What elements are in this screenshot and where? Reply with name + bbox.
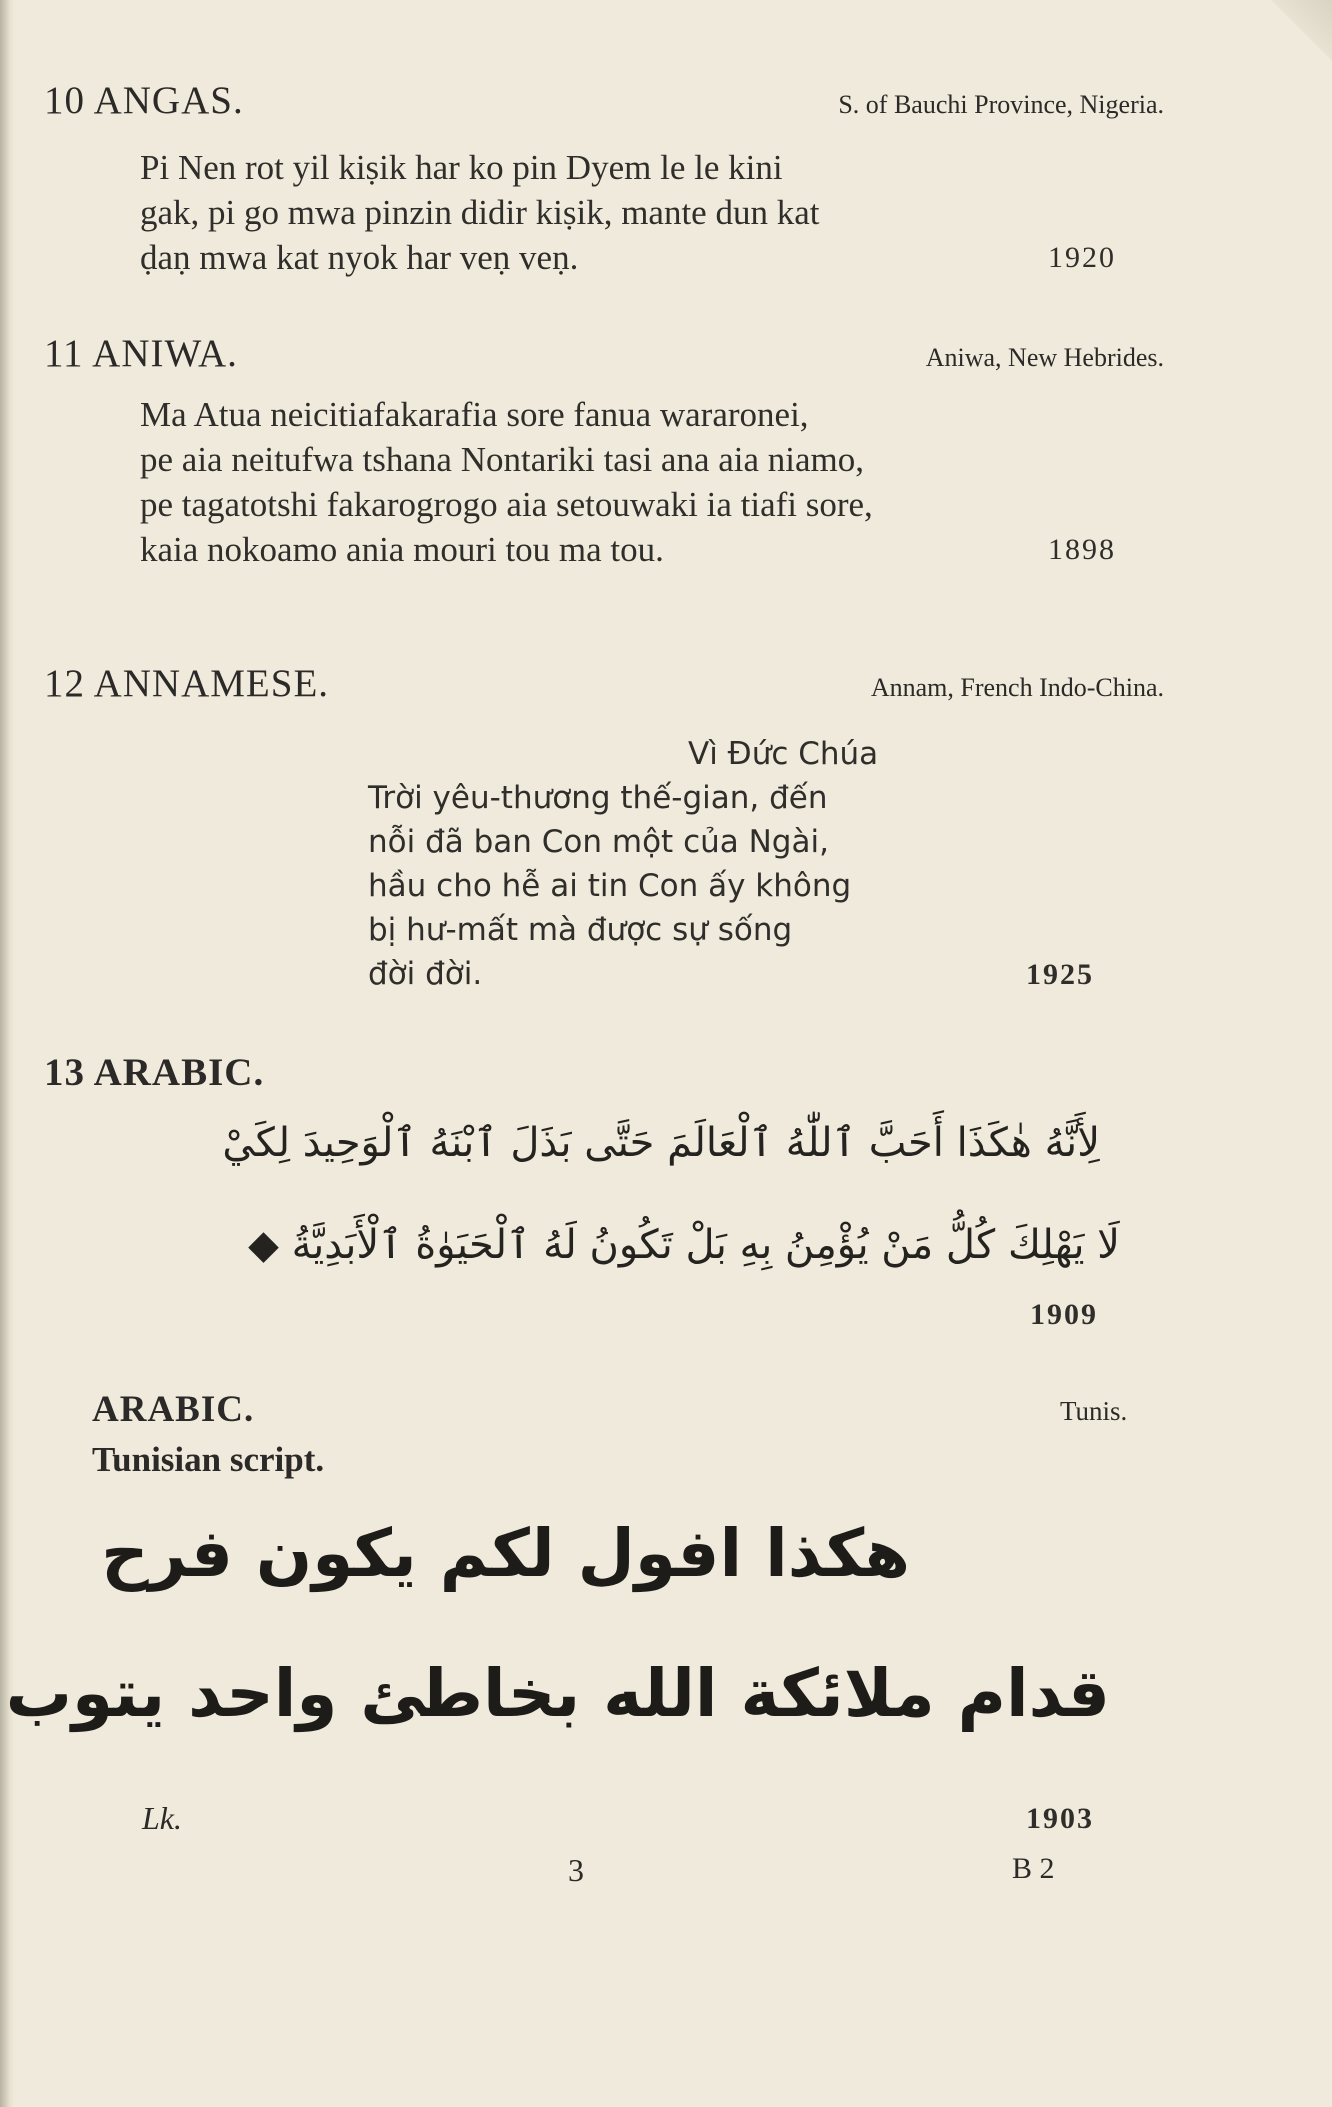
text-line: bị hư-mất mà được sự sống — [368, 912, 793, 948]
entry-region: Annam, French Indo-China. — [870, 673, 1164, 702]
entry-year: 1920 — [1048, 241, 1116, 274]
entry-year: 1925 — [1026, 958, 1094, 991]
page-corner-fold — [1272, 0, 1332, 90]
tunisian-script-line: هكذا افول لكم يكون فرح — [101, 1515, 910, 1592]
text-line: Trời yêu-thương thế-gian, đến — [368, 780, 828, 816]
text-line: hầu cho hễ ai tin Con ấy không — [368, 868, 852, 904]
text-line-content: ḍaṇ mwa kat nyok har veṇ veṇ. — [140, 238, 579, 277]
printer-signature: B 2 — [1012, 1852, 1055, 1885]
entry-subtitle: Tunisian script. — [92, 1440, 325, 1479]
entry-year: 1898 — [1048, 533, 1116, 566]
arabic-text-line: لِأَنَّهُ هٰكَذَا أَحَبَّ ٱللّٰهُ ٱلْعَالَمَ حَتَّى بَذَلَ ٱبْنَهُ ٱلْوَحِيدَ لِكَيْ — [222, 1120, 1100, 1166]
entry-title: 10 ANGAS. — [44, 79, 244, 122]
entry-region: Aniwa, New Hebrides. — [925, 343, 1164, 372]
scripture-reference: Lk. — [142, 1800, 182, 1836]
entry-text-angas — [140, 145, 1116, 280]
text-line: đời đời. — [368, 956, 483, 992]
entry-year: 1903 — [1026, 1802, 1094, 1835]
page-binding-edge — [0, 0, 14, 2107]
text-line: Vì Đức Chúa — [688, 736, 879, 772]
entry-year: 1909 — [1030, 1298, 1098, 1331]
entry-text-aniwa — [140, 392, 1116, 572]
arabic-text-line: لَا يَهْلِكَ كُلُّ مَنْ يُؤْمِنُ بِهِ بَلْ تَكُونُ لَهُ ٱلْحَيَوٰةُ ٱلْأَبَدِيَّةُ ◆ — [248, 1222, 1120, 1268]
entry-title: 12 ANNAMESE. — [44, 662, 330, 705]
text-line: Pi Nen rot yil kiṣik har ko pin Dyem le le kini — [140, 148, 783, 187]
page-number: 3 — [568, 1852, 584, 1888]
text-line — [140, 527, 1116, 572]
text-line-content: kaia nokoamo ania mouri tou ma tou. — [140, 530, 664, 569]
entry-text-annamese — [368, 732, 928, 996]
text-line: Ma Atua neicitiafakarafia sore fanua wararonei, — [140, 395, 809, 434]
entry-title: ARABIC. — [92, 1389, 255, 1430]
text-line: nỗi đã ban Con một của Ngài, — [368, 824, 829, 860]
tunisian-script-line: قدام ملائكة الله بخاطئ واحد يتوب — [5, 1655, 1110, 1732]
entry-region: S. of Bauchi Province, Nigeria. — [838, 90, 1164, 119]
text-line — [140, 235, 1116, 280]
entry-title: 11 ANIWA. — [44, 332, 238, 375]
entry-title: 13 ARABIC. — [44, 1051, 265, 1094]
text-line: pe tagatotshi fakarogrogo aia setouwaki ia tiafi sore, — [140, 485, 873, 524]
entry-region: Tunis. — [1060, 1396, 1128, 1426]
text-line: pe aia neitufwa tshana Nontariki tasi ana aia niamo, — [140, 440, 865, 479]
text-line: gak, pi go mwa pinzin didir kiṣik, mante dun kat — [140, 193, 820, 232]
